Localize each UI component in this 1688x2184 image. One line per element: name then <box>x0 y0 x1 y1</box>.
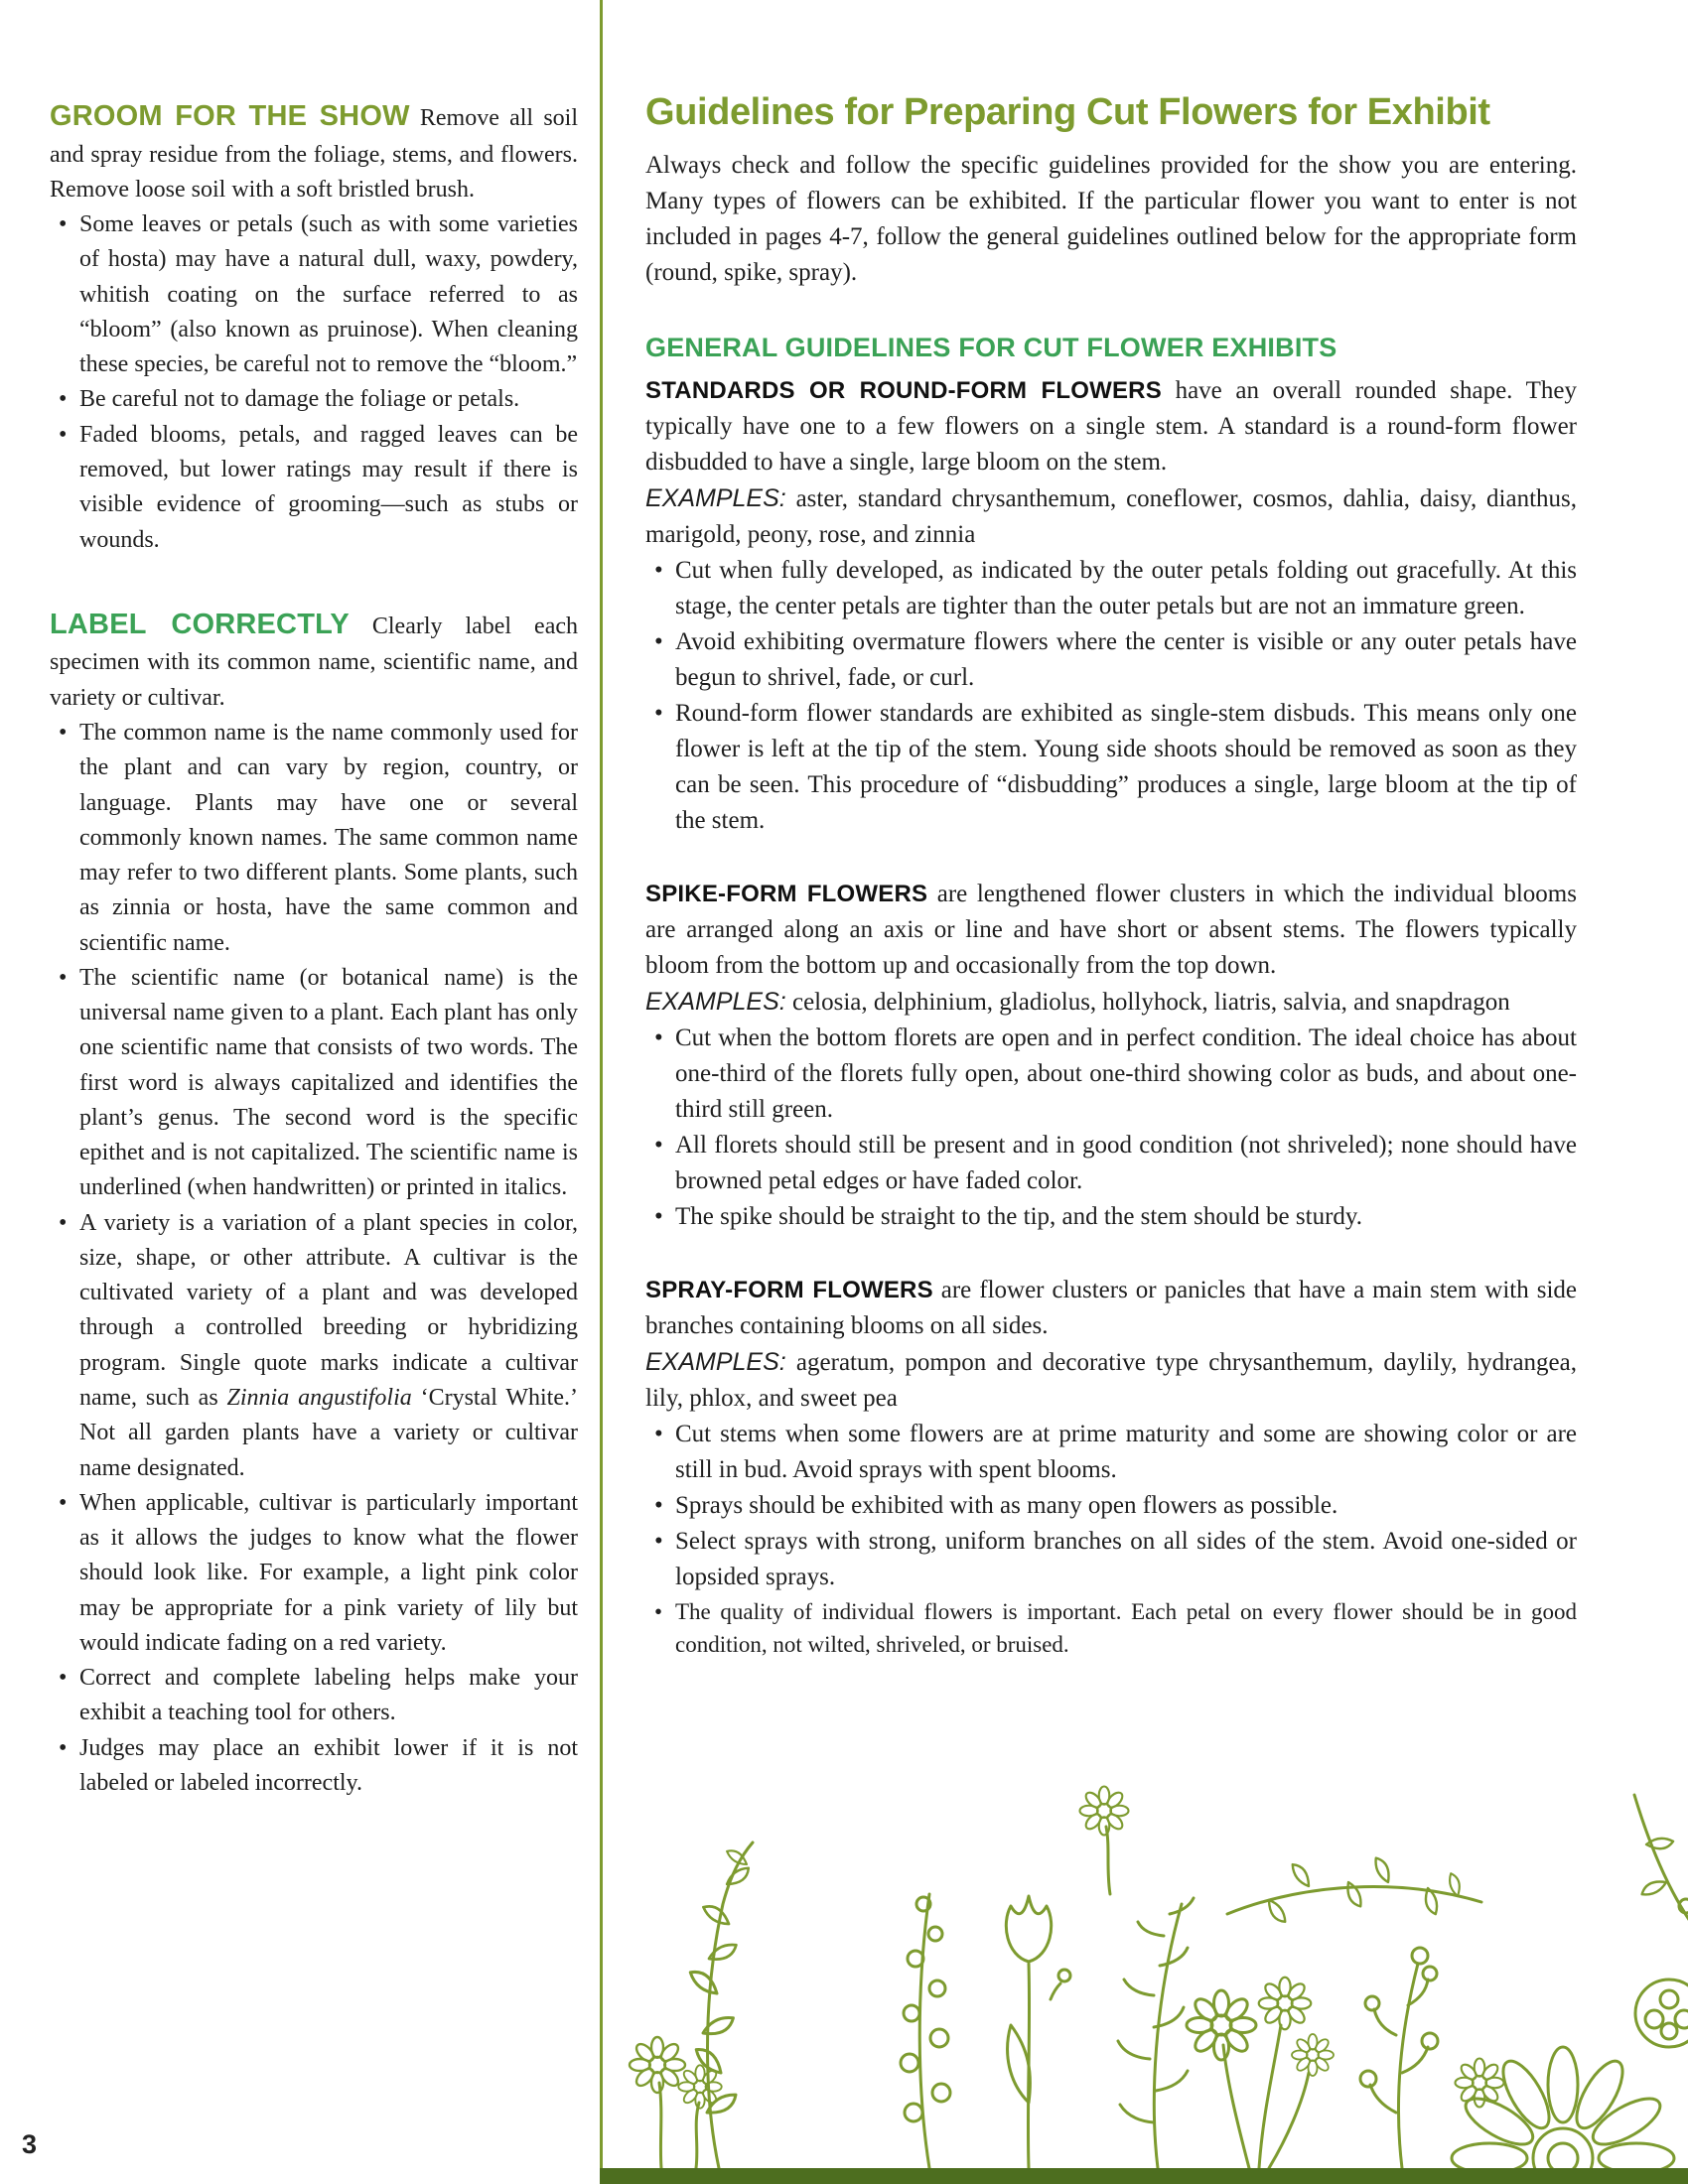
spike-form-lead: are lengthened flower clusters in which the individual blooms are arranged along an axis or line and have short or absent stems. The flowers typically bloom from the bottom up and occasionally from the top down. <box>645 880 1577 979</box>
footer-bar <box>600 2168 1688 2184</box>
big-daisy-icon <box>1452 2047 1674 2168</box>
round-form-lead: have an overall rounded shape. They typically have one to a few flowers on a single stem. A standard is a round-form flower disbudded to have a single, large bloom on the stem. <box>645 376 1577 476</box>
bullet-item: • Faded blooms, petals, and ragged leaves can be removed, but lower ratings may result if there is visible evidence of grooming—such as stubs or wounds. <box>50 418 578 558</box>
daisy-cluster-icon <box>1187 1978 1334 2168</box>
berry-branch-icon <box>1360 1948 1438 2168</box>
spray-form-heading: SPRAY-FORM FLOWERS <box>645 1276 933 1303</box>
round-form-section <box>645 373 1577 839</box>
bullet-item: • Some leaves or petals (such as with some varieties of hosta) may have a natural dull, waxy, powdery, whitish coating on the surface referred to as “bloom” (also known as pruinose). When cleaning these species, be careful not to remove the “bloom.” <box>50 207 578 382</box>
scientific-name: Zinnia angustifolia <box>226 1385 412 1412</box>
groom-heading: GROOM FOR THE SHOW <box>50 100 410 132</box>
left-column <box>50 95 578 1801</box>
page-title: Guidelines for Preparing Cut Flowers for Exhibit <box>645 91 1490 133</box>
bullet-item: • Cut stems when some flowers are at prime maturity and some are showing color or are still in bud. Avoid sprays with spent blooms. <box>645 1417 1577 1488</box>
examples-label: EXAMPLES: <box>645 987 786 1016</box>
laurel-branch-icon <box>1227 1855 1481 1925</box>
label-heading: LABEL CORRECTLY <box>50 608 350 640</box>
bullet-item: • Round-form flower standards are exhibited as single-stem disbuds. This means only one flower is left at the tip of the stem. Young side shoots should be removed as soon as they can be seen. This procedure of “disbudding” produces a single, large bloom at the tip of the stem. <box>645 696 1577 839</box>
examples-list: ageratum, pompon and decorative type chrysanthemum, daylily, hydrangea, lily, phlox, and sweet pea <box>645 1348 1578 1412</box>
spike-form-heading: SPIKE-FORM FLOWERS <box>645 880 928 907</box>
page-number: 3 <box>22 2129 38 2159</box>
section-groom <box>50 95 578 558</box>
bullet-item: • Judges may place an exhibit lower if it is not labeled or labeled incorrectly. <box>50 1731 578 1802</box>
spike-form-section <box>645 877 1577 1235</box>
bullet-item: • Correct and complete labeling helps make your exhibit a teaching tool for others. <box>50 1661 578 1731</box>
chamomile-top-icon <box>1080 1787 1129 1895</box>
bullet-item: • Select sprays with strong, uniform branches on all sides of the stem. Avoid one-sided or lopsided sprays. <box>645 1524 1577 1595</box>
spray-form-section <box>645 1273 1577 1661</box>
spike-bullet-list <box>645 1021 1577 1235</box>
cultivar-text-post: ‘Crystal White.’ Not all garden plants have a variety or cultivar name designated. <box>79 1385 578 1481</box>
bullet-item: • The quality of individual flowers is important. Each petal on every flower should be in good condition, not wilted, shriveled, or bruised. <box>645 1595 1577 1661</box>
round-bullet-list <box>645 553 1577 839</box>
bullet-item: • Sprays should be exhibited with as many open flowers as possible. <box>645 1488 1577 1524</box>
tulip-icon <box>1006 1896 1070 2168</box>
spray-form-lead: are flower clusters or panicles that have a main stem with side branches containing blooms on all sides. <box>645 1276 1577 1339</box>
spray-bullet-list <box>645 1417 1577 1661</box>
examples-list: celosia, delphinium, gladiolus, hollyhock, liatris, salvia, and snapdragon <box>791 988 1510 1016</box>
bullet-item: • All florets should still be present and in good condition (not shriveled); none should have browned petal edges or have faded color. <box>645 1128 1577 1199</box>
spike-form-paragraph <box>645 877 1577 984</box>
cultivar-text-pre: A variety is a variation of a plant species in color, size, shape, or other attribute. A cultivar is the cultivated variety of a plant and was developed through a controlled breeding or hybridizing program. Single quote marks indicate a cultivar name, such as <box>79 1209 578 1412</box>
bullet-item: • Be careful not to damage the foliage or petals. <box>50 382 578 417</box>
groom-paragraph <box>50 95 578 207</box>
bullet-item: • The common name is the name commonly used for the plant and can vary by region, country, or language. Plants may have one or several commonly known names. The same common name may refer to two different plants. Some plants, such as zinnia or hosta, have the same common and scientific name. <box>50 716 578 961</box>
label-intro-text: Clearly label each specimen with its common name, scientific name, and variety or cultivar. <box>50 613 578 711</box>
berry-cluster-icon <box>1634 1795 1688 2047</box>
bullet-item: • Cut when the bottom florets are open and in perfect condition. The ideal choice has about one-third of the florets fully open, about one-third showing color as buds, and about one-third still green. <box>645 1021 1577 1128</box>
intro-paragraph: Always check and follow the specific guidelines provided for the show you are entering. Many types of flowers can be exhibited. If the particular flower you want to enter is not included in pages 4-7, follow the general guidelines outlined below for the appropriate form (round, spike, spray). <box>645 151 1577 286</box>
bullet-item: • The spike should be straight to the tip, and the stem should be sturdy. <box>645 1199 1577 1235</box>
fern-icon <box>1118 1898 1194 2168</box>
bullet-item <box>50 1206 578 1486</box>
eucalyptus-branch-icon <box>901 1894 950 2168</box>
examples-label: EXAMPLES: <box>645 483 786 512</box>
examples-list: aster, standard chrysanthemum, coneflower, cosmos, dahlia, daisy, dianthus, marigold, peony, rose, and zinnia <box>645 484 1578 548</box>
round-examples-line <box>645 480 1577 553</box>
spray-examples-line <box>645 1344 1577 1417</box>
groom-intro-text: Remove all soil and spray residue from the foliage, stems, and flowers. Remove loose soil with a soft bristled brush. <box>50 105 578 203</box>
right-column <box>645 85 1577 1661</box>
round-form-paragraph <box>645 373 1577 480</box>
spray-form-paragraph <box>645 1273 1577 1344</box>
bullet-item: • Avoid exhibiting overmature flowers where the center is visible or any outer petals have begun to shrivel, fade, or curl. <box>645 624 1577 696</box>
examples-label: EXAMPLES: <box>645 1347 786 1376</box>
spike-examples-line <box>645 984 1577 1021</box>
label-paragraph <box>50 604 578 716</box>
floral-doodles-illustration <box>602 1775 1688 2168</box>
label-bullet-list <box>50 716 578 1801</box>
groom-bullet-list <box>50 207 578 558</box>
bullet-item: • When applicable, cultivar is particularly important as it allows the judges to know what the flower should look like. For example, a light pink color may be appropriate for a pink variety of lily but would indicate fading on a red variety. <box>50 1486 578 1661</box>
general-guidelines-heading: GENERAL GUIDELINES FOR CUT FLOWER EXHIBITS <box>645 332 1337 362</box>
round-form-heading: STANDARDS OR ROUND-FORM FLOWERS <box>645 376 1162 404</box>
bullet-item: • The scientific name (or botanical name) is the universal name given to a plant. Each plant has only one scientific name that consists of two words. The first word is always capitalized and identifies the plant’s genus. The second word is the specific epithet and is not capitalized. The scientific name is underlined (when handwritten) or printed in italics. <box>50 961 578 1206</box>
section-label-correctly <box>50 604 578 1801</box>
bullet-item: • Cut when fully developed, as indicated by the outer petals folding out gracefully. At this stage, the center petals are tighter than the outer petals but are not an immature green. <box>645 553 1577 624</box>
